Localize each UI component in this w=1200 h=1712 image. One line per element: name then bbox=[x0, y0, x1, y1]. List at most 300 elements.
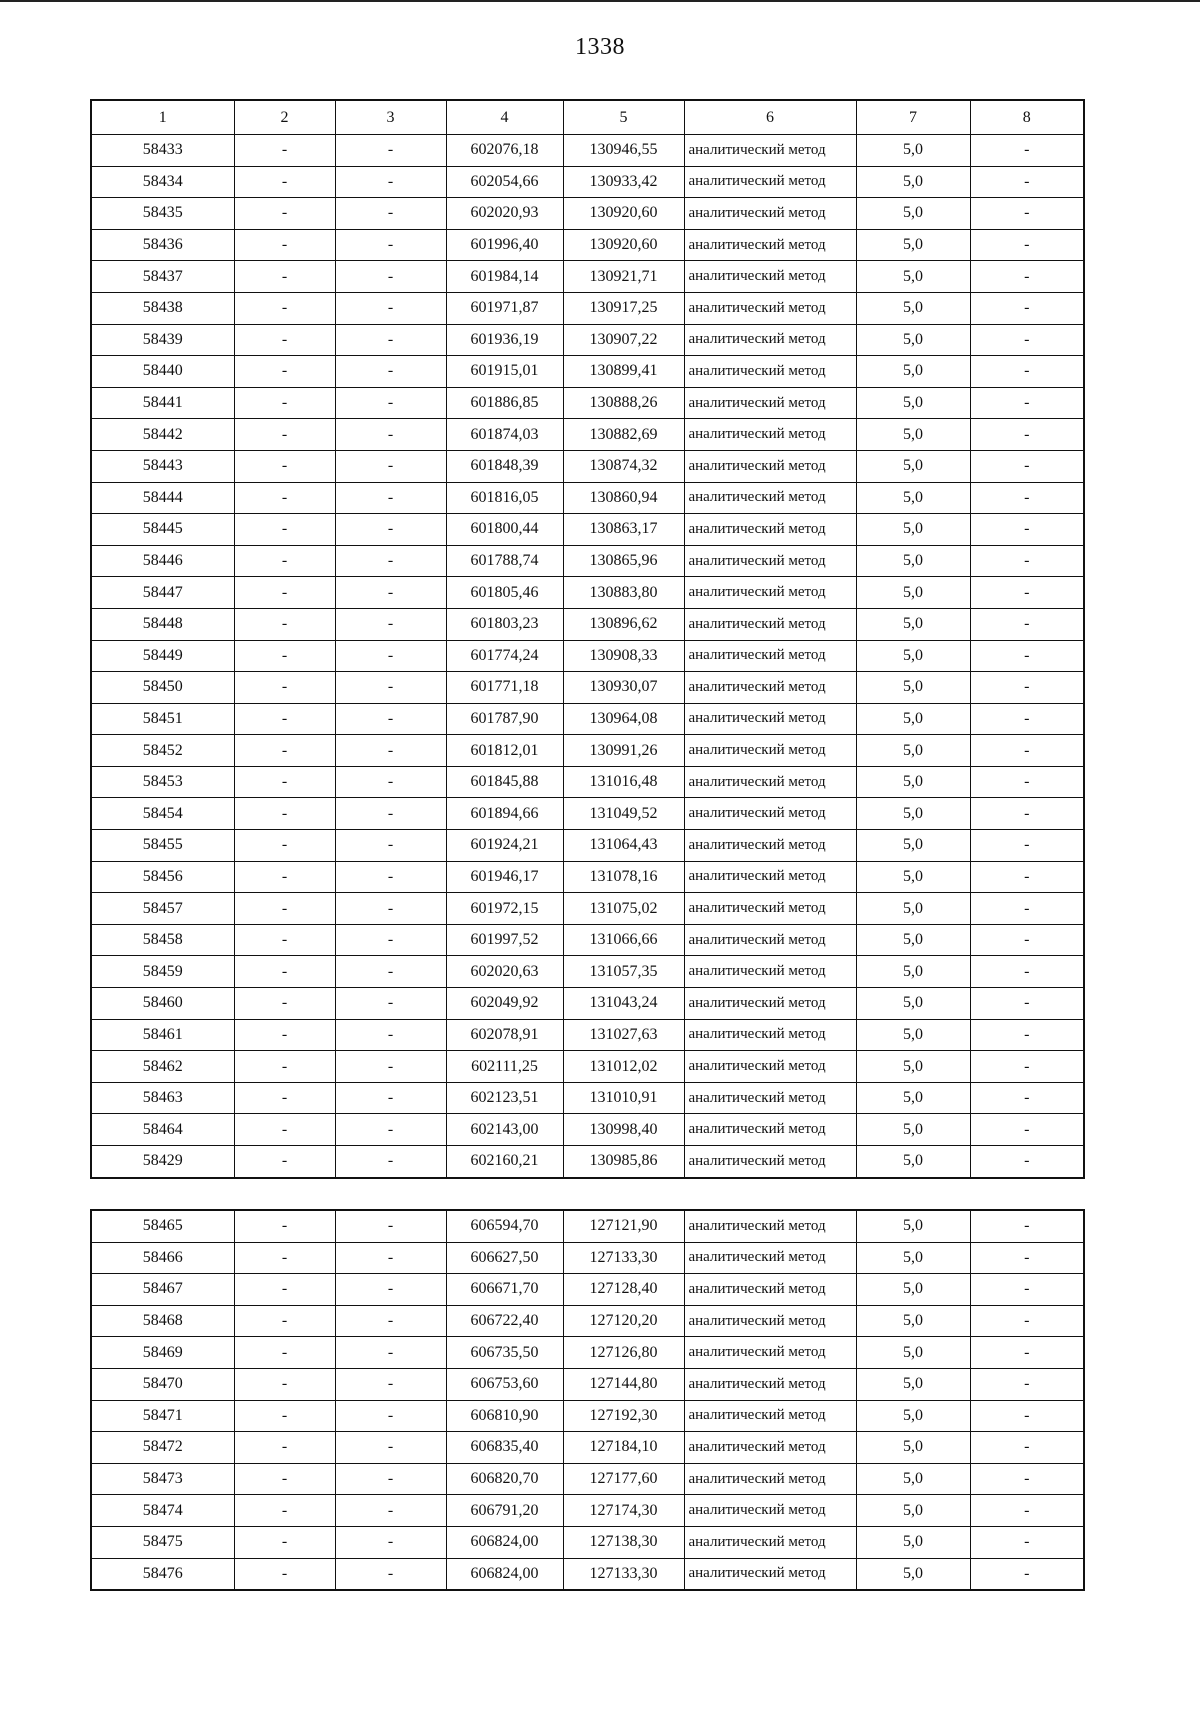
col2-value: - bbox=[234, 261, 335, 293]
accuracy: 5,0 bbox=[856, 1432, 970, 1464]
coord-y: 130920,60 bbox=[563, 229, 684, 261]
coord-x: 602076,18 bbox=[446, 135, 563, 167]
accuracy: 5,0 bbox=[856, 545, 970, 577]
accuracy: 5,0 bbox=[856, 893, 970, 925]
col3-value: - bbox=[335, 766, 446, 798]
col2-value: - bbox=[234, 356, 335, 388]
method: аналитический метод bbox=[684, 514, 856, 546]
method: аналитический метод bbox=[684, 198, 856, 230]
column-header-6: 6 bbox=[684, 100, 856, 135]
column-header-8: 8 bbox=[970, 100, 1084, 135]
method: аналитический метод bbox=[684, 261, 856, 293]
point-number: 58468 bbox=[91, 1305, 234, 1337]
accuracy: 5,0 bbox=[856, 1082, 970, 1114]
col3-value: - bbox=[335, 1558, 446, 1590]
method: аналитический метод bbox=[684, 766, 856, 798]
method: аналитический метод bbox=[684, 956, 856, 988]
point-number: 58459 bbox=[91, 956, 234, 988]
col2-value: - bbox=[234, 135, 335, 167]
method: аналитический метод bbox=[684, 419, 856, 451]
coord-x: 601845,88 bbox=[446, 766, 563, 798]
coord-y: 130899,41 bbox=[563, 356, 684, 388]
point-number: 58438 bbox=[91, 292, 234, 324]
point-number: 58452 bbox=[91, 735, 234, 767]
table-row bbox=[91, 356, 1084, 388]
page-number: 1338 bbox=[575, 34, 625, 60]
col3-value: - bbox=[335, 703, 446, 735]
col8-value: - bbox=[970, 324, 1084, 356]
col3-value: - bbox=[335, 1305, 446, 1337]
col8-value: - bbox=[970, 387, 1084, 419]
accuracy: 5,0 bbox=[856, 1305, 970, 1337]
table-row bbox=[91, 1146, 1084, 1178]
table-row bbox=[91, 924, 1084, 956]
col2-value: - bbox=[234, 1019, 335, 1051]
point-number: 58461 bbox=[91, 1019, 234, 1051]
method: аналитический метод bbox=[684, 135, 856, 167]
method: аналитический метод bbox=[684, 988, 856, 1020]
coord-y: 127126,80 bbox=[563, 1337, 684, 1369]
col8-value: - bbox=[970, 1337, 1084, 1369]
table-row bbox=[91, 1305, 1084, 1337]
coord-y: 127144,80 bbox=[563, 1368, 684, 1400]
coord-x: 606735,50 bbox=[446, 1337, 563, 1369]
table-row bbox=[91, 766, 1084, 798]
method: аналитический метод bbox=[684, 545, 856, 577]
coordinates-table-1 bbox=[90, 99, 1085, 1179]
method: аналитический метод bbox=[684, 577, 856, 609]
point-number: 58439 bbox=[91, 324, 234, 356]
accuracy: 5,0 bbox=[856, 1495, 970, 1527]
table-row bbox=[91, 545, 1084, 577]
coord-x: 606824,00 bbox=[446, 1558, 563, 1590]
coord-x: 606791,20 bbox=[446, 1495, 563, 1527]
col2-value: - bbox=[234, 514, 335, 546]
table-row bbox=[91, 1432, 1084, 1464]
col2-value: - bbox=[234, 1495, 335, 1527]
col3-value: - bbox=[335, 1432, 446, 1464]
table-row bbox=[91, 1337, 1084, 1369]
point-number: 58445 bbox=[91, 514, 234, 546]
coord-x: 601771,18 bbox=[446, 672, 563, 704]
col2-value: - bbox=[234, 450, 335, 482]
coord-y: 130908,33 bbox=[563, 640, 684, 672]
table-row bbox=[91, 450, 1084, 482]
method: аналитический метод bbox=[684, 1432, 856, 1464]
col8-value: - bbox=[970, 1368, 1084, 1400]
table-row bbox=[91, 608, 1084, 640]
col3-value: - bbox=[335, 356, 446, 388]
table-row bbox=[91, 798, 1084, 830]
col8-value: - bbox=[970, 514, 1084, 546]
accuracy: 5,0 bbox=[856, 1558, 970, 1590]
col3-value: - bbox=[335, 1495, 446, 1527]
accuracy: 5,0 bbox=[856, 1146, 970, 1178]
method: аналитический метод bbox=[684, 735, 856, 767]
coord-x: 602123,51 bbox=[446, 1082, 563, 1114]
col2-value: - bbox=[234, 1400, 335, 1432]
col2-value: - bbox=[234, 1558, 335, 1590]
coord-x: 602054,66 bbox=[446, 166, 563, 198]
col2-value: - bbox=[234, 1082, 335, 1114]
col3-value: - bbox=[335, 135, 446, 167]
col3-value: - bbox=[335, 1146, 446, 1178]
coord-y: 130860,94 bbox=[563, 482, 684, 514]
col8-value: - bbox=[970, 608, 1084, 640]
coord-y: 130882,69 bbox=[563, 419, 684, 451]
col8-value: - bbox=[970, 1274, 1084, 1306]
col3-value: - bbox=[335, 988, 446, 1020]
coord-y: 131016,48 bbox=[563, 766, 684, 798]
coord-y: 130921,71 bbox=[563, 261, 684, 293]
col8-value: - bbox=[970, 419, 1084, 451]
table-row bbox=[91, 577, 1084, 609]
accuracy: 5,0 bbox=[856, 1274, 970, 1306]
col2-value: - bbox=[234, 198, 335, 230]
coord-y: 131010,91 bbox=[563, 1082, 684, 1114]
coord-x: 606671,70 bbox=[446, 1274, 563, 1306]
col8-value: - bbox=[970, 798, 1084, 830]
point-number: 58429 bbox=[91, 1146, 234, 1178]
col8-value: - bbox=[970, 1400, 1084, 1432]
point-number: 58472 bbox=[91, 1432, 234, 1464]
coord-y: 127128,40 bbox=[563, 1274, 684, 1306]
col8-value: - bbox=[970, 545, 1084, 577]
method: аналитический метод bbox=[684, 292, 856, 324]
accuracy: 5,0 bbox=[856, 830, 970, 862]
coord-x: 601996,40 bbox=[446, 229, 563, 261]
col3-value: - bbox=[335, 1368, 446, 1400]
method: аналитический метод bbox=[684, 1146, 856, 1178]
col8-value: - bbox=[970, 482, 1084, 514]
coord-y: 131043,24 bbox=[563, 988, 684, 1020]
table-row bbox=[91, 640, 1084, 672]
col3-value: - bbox=[335, 419, 446, 451]
coord-x: 606835,40 bbox=[446, 1432, 563, 1464]
method: аналитический метод bbox=[684, 324, 856, 356]
table-row bbox=[91, 1274, 1084, 1306]
method: аналитический метод bbox=[684, 1114, 856, 1146]
accuracy: 5,0 bbox=[856, 1463, 970, 1495]
column-header-4: 4 bbox=[446, 100, 563, 135]
coord-y: 127133,30 bbox=[563, 1242, 684, 1274]
coord-x: 601894,66 bbox=[446, 798, 563, 830]
coord-y: 130946,55 bbox=[563, 135, 684, 167]
col2-value: - bbox=[234, 766, 335, 798]
table-row bbox=[91, 893, 1084, 925]
col3-value: - bbox=[335, 292, 446, 324]
col2-value: - bbox=[234, 292, 335, 324]
table-row bbox=[91, 261, 1084, 293]
col8-value: - bbox=[970, 1210, 1084, 1242]
accuracy: 5,0 bbox=[856, 135, 970, 167]
coord-y: 130985,86 bbox=[563, 1146, 684, 1178]
point-number: 58433 bbox=[91, 135, 234, 167]
coord-x: 606824,00 bbox=[446, 1526, 563, 1558]
col3-value: - bbox=[335, 1526, 446, 1558]
table-row bbox=[91, 166, 1084, 198]
col2-value: - bbox=[234, 1432, 335, 1464]
accuracy: 5,0 bbox=[856, 1337, 970, 1369]
coord-x: 601805,46 bbox=[446, 577, 563, 609]
col2-value: - bbox=[234, 1337, 335, 1369]
accuracy: 5,0 bbox=[856, 450, 970, 482]
point-number: 58448 bbox=[91, 608, 234, 640]
point-number: 58462 bbox=[91, 1051, 234, 1083]
accuracy: 5,0 bbox=[856, 1368, 970, 1400]
col2-value: - bbox=[234, 229, 335, 261]
point-number: 58463 bbox=[91, 1082, 234, 1114]
col3-value: - bbox=[335, 956, 446, 988]
col3-value: - bbox=[335, 450, 446, 482]
accuracy: 5,0 bbox=[856, 387, 970, 419]
col8-value: - bbox=[970, 198, 1084, 230]
point-number: 58456 bbox=[91, 861, 234, 893]
table-row bbox=[91, 1082, 1084, 1114]
accuracy: 5,0 bbox=[856, 482, 970, 514]
col3-value: - bbox=[335, 735, 446, 767]
coord-y: 127120,20 bbox=[563, 1305, 684, 1337]
col3-value: - bbox=[335, 261, 446, 293]
table-row bbox=[91, 861, 1084, 893]
col2-value: - bbox=[234, 1242, 335, 1274]
point-number: 58470 bbox=[91, 1368, 234, 1400]
coord-x: 602020,93 bbox=[446, 198, 563, 230]
coord-x: 601800,44 bbox=[446, 514, 563, 546]
col3-value: - bbox=[335, 640, 446, 672]
coord-x: 601886,85 bbox=[446, 387, 563, 419]
method: аналитический метод bbox=[684, 861, 856, 893]
coord-y: 127133,30 bbox=[563, 1558, 684, 1590]
col2-value: - bbox=[234, 988, 335, 1020]
method: аналитический метод bbox=[684, 1400, 856, 1432]
method: аналитический метод bbox=[684, 830, 856, 862]
col2-value: - bbox=[234, 1305, 335, 1337]
coord-y: 127177,60 bbox=[563, 1463, 684, 1495]
col8-value: - bbox=[970, 261, 1084, 293]
col8-value: - bbox=[970, 988, 1084, 1020]
col3-value: - bbox=[335, 1210, 446, 1242]
table-row bbox=[91, 514, 1084, 546]
column-header-1: 1 bbox=[91, 100, 234, 135]
col8-value: - bbox=[970, 1082, 1084, 1114]
col3-value: - bbox=[335, 1463, 446, 1495]
table-row bbox=[91, 387, 1084, 419]
table-row bbox=[91, 1526, 1084, 1558]
table-row bbox=[91, 1463, 1084, 1495]
col8-value: - bbox=[970, 1019, 1084, 1051]
point-number: 58455 bbox=[91, 830, 234, 862]
col3-value: - bbox=[335, 1400, 446, 1432]
method: аналитический метод bbox=[684, 640, 856, 672]
method: аналитический метод bbox=[684, 1337, 856, 1369]
table-row bbox=[91, 703, 1084, 735]
accuracy: 5,0 bbox=[856, 672, 970, 704]
col8-value: - bbox=[970, 1526, 1084, 1558]
col8-value: - bbox=[970, 1463, 1084, 1495]
coord-x: 601848,39 bbox=[446, 450, 563, 482]
col8-value: - bbox=[970, 893, 1084, 925]
accuracy: 5,0 bbox=[856, 798, 970, 830]
method: аналитический метод bbox=[684, 1082, 856, 1114]
table-row bbox=[91, 419, 1084, 451]
coord-y: 131049,52 bbox=[563, 798, 684, 830]
table-row bbox=[91, 1210, 1084, 1242]
accuracy: 5,0 bbox=[856, 956, 970, 988]
col3-value: - bbox=[335, 324, 446, 356]
col2-value: - bbox=[234, 861, 335, 893]
coord-x: 602078,91 bbox=[446, 1019, 563, 1051]
point-number: 58474 bbox=[91, 1495, 234, 1527]
col2-value: - bbox=[234, 640, 335, 672]
col2-value: - bbox=[234, 924, 335, 956]
coord-x: 602160,21 bbox=[446, 1146, 563, 1178]
accuracy: 5,0 bbox=[856, 356, 970, 388]
coord-y: 131057,35 bbox=[563, 956, 684, 988]
table-row bbox=[91, 1368, 1084, 1400]
coord-x: 606753,60 bbox=[446, 1368, 563, 1400]
accuracy: 5,0 bbox=[856, 292, 970, 324]
method: аналитический метод bbox=[684, 1051, 856, 1083]
coord-x: 601972,15 bbox=[446, 893, 563, 925]
accuracy: 5,0 bbox=[856, 229, 970, 261]
coord-x: 601812,01 bbox=[446, 735, 563, 767]
method: аналитический метод bbox=[684, 1558, 856, 1590]
col3-value: - bbox=[335, 798, 446, 830]
method: аналитический метод bbox=[684, 1019, 856, 1051]
col8-value: - bbox=[970, 356, 1084, 388]
point-number: 58444 bbox=[91, 482, 234, 514]
col3-value: - bbox=[335, 893, 446, 925]
col3-value: - bbox=[335, 577, 446, 609]
coord-y: 130865,96 bbox=[563, 545, 684, 577]
col2-value: - bbox=[234, 1210, 335, 1242]
col8-value: - bbox=[970, 672, 1084, 704]
col8-value: - bbox=[970, 640, 1084, 672]
coord-x: 601984,14 bbox=[446, 261, 563, 293]
col8-value: - bbox=[970, 735, 1084, 767]
coord-y: 130883,80 bbox=[563, 577, 684, 609]
col8-value: - bbox=[970, 1146, 1084, 1178]
col2-value: - bbox=[234, 956, 335, 988]
coord-x: 601816,05 bbox=[446, 482, 563, 514]
page-top-border bbox=[0, 0, 1200, 2]
col2-value: - bbox=[234, 1274, 335, 1306]
method: аналитический метод bbox=[684, 482, 856, 514]
accuracy: 5,0 bbox=[856, 198, 970, 230]
accuracy: 5,0 bbox=[856, 1051, 970, 1083]
coord-x: 602143,00 bbox=[446, 1114, 563, 1146]
method: аналитический метод bbox=[684, 1242, 856, 1274]
method: аналитический метод bbox=[684, 1495, 856, 1527]
col8-value: - bbox=[970, 1051, 1084, 1083]
accuracy: 5,0 bbox=[856, 166, 970, 198]
table-row bbox=[91, 1558, 1084, 1590]
col2-value: - bbox=[234, 577, 335, 609]
col8-value: - bbox=[970, 703, 1084, 735]
column-header-7: 7 bbox=[856, 100, 970, 135]
accuracy: 5,0 bbox=[856, 924, 970, 956]
accuracy: 5,0 bbox=[856, 1210, 970, 1242]
coord-y: 130964,08 bbox=[563, 703, 684, 735]
coord-y: 127184,10 bbox=[563, 1432, 684, 1464]
col3-value: - bbox=[335, 1337, 446, 1369]
col2-value: - bbox=[234, 893, 335, 925]
col3-value: - bbox=[335, 514, 446, 546]
col3-value: - bbox=[335, 482, 446, 514]
col2-value: - bbox=[234, 545, 335, 577]
method: аналитический метод bbox=[684, 356, 856, 388]
col3-value: - bbox=[335, 924, 446, 956]
coord-x: 602111,25 bbox=[446, 1051, 563, 1083]
table-row bbox=[91, 135, 1084, 167]
coord-x: 601787,90 bbox=[446, 703, 563, 735]
accuracy: 5,0 bbox=[856, 419, 970, 451]
accuracy: 5,0 bbox=[856, 514, 970, 546]
col8-value: - bbox=[970, 956, 1084, 988]
point-number: 58440 bbox=[91, 356, 234, 388]
coord-y: 130920,60 bbox=[563, 198, 684, 230]
col8-value: - bbox=[970, 1495, 1084, 1527]
accuracy: 5,0 bbox=[856, 703, 970, 735]
method: аналитический метод bbox=[684, 1210, 856, 1242]
coord-x: 602049,92 bbox=[446, 988, 563, 1020]
col3-value: - bbox=[335, 1051, 446, 1083]
table-row bbox=[91, 292, 1084, 324]
col3-value: - bbox=[335, 672, 446, 704]
point-number: 58466 bbox=[91, 1242, 234, 1274]
coord-x: 606627,50 bbox=[446, 1242, 563, 1274]
coord-y: 130933,42 bbox=[563, 166, 684, 198]
col8-value: - bbox=[970, 229, 1084, 261]
table-row bbox=[91, 988, 1084, 1020]
table-row bbox=[91, 672, 1084, 704]
point-number: 58437 bbox=[91, 261, 234, 293]
point-number: 58434 bbox=[91, 166, 234, 198]
coord-y: 131064,43 bbox=[563, 830, 684, 862]
coord-y: 130863,17 bbox=[563, 514, 684, 546]
point-number: 58450 bbox=[91, 672, 234, 704]
point-number: 58471 bbox=[91, 1400, 234, 1432]
col8-value: - bbox=[970, 292, 1084, 324]
point-number: 58443 bbox=[91, 450, 234, 482]
method: аналитический метод bbox=[684, 924, 856, 956]
accuracy: 5,0 bbox=[856, 766, 970, 798]
coord-x: 601803,23 bbox=[446, 608, 563, 640]
point-number: 58458 bbox=[91, 924, 234, 956]
col3-value: - bbox=[335, 166, 446, 198]
col2-value: - bbox=[234, 419, 335, 451]
point-number: 58453 bbox=[91, 766, 234, 798]
point-number: 58460 bbox=[91, 988, 234, 1020]
point-number: 58467 bbox=[91, 1274, 234, 1306]
point-number: 58435 bbox=[91, 198, 234, 230]
accuracy: 5,0 bbox=[856, 608, 970, 640]
col3-value: - bbox=[335, 608, 446, 640]
col3-value: - bbox=[335, 1274, 446, 1306]
point-number: 58436 bbox=[91, 229, 234, 261]
accuracy: 5,0 bbox=[856, 1242, 970, 1274]
coord-x: 606594,70 bbox=[446, 1210, 563, 1242]
method: аналитический метод bbox=[684, 1463, 856, 1495]
coord-x: 601936,19 bbox=[446, 324, 563, 356]
method: аналитический метод bbox=[684, 703, 856, 735]
col8-value: - bbox=[970, 1242, 1084, 1274]
coord-x: 606820,70 bbox=[446, 1463, 563, 1495]
table-row bbox=[91, 1400, 1084, 1432]
coord-y: 127174,30 bbox=[563, 1495, 684, 1527]
col2-value: - bbox=[234, 798, 335, 830]
